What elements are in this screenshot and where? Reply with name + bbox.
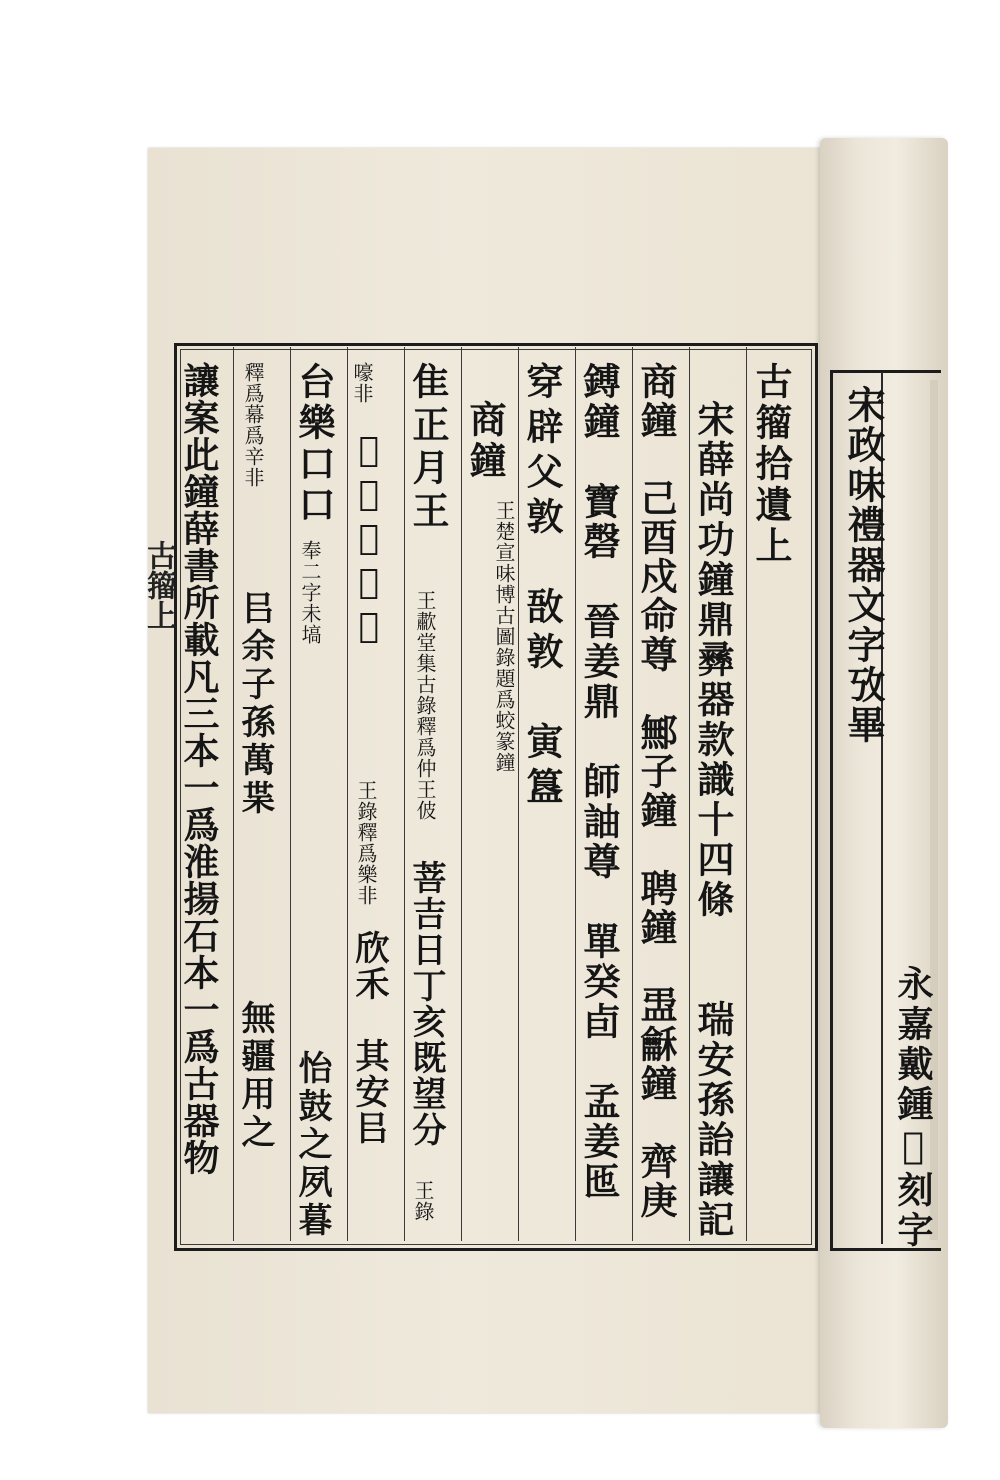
heading-column: 古籀拾遺上 — [749, 362, 793, 567]
annotation: 王錄釋爲樂非 — [354, 780, 378, 906]
text-column: 鎛鐘 寶磬 晉姜鼎 師䛆尊 單癸卣 孟姜匜 — [577, 362, 621, 1202]
text-column: 商鐘 己酉戍命尊 鄦子鐘 聘鐘 盄龢鐘 齊庚 — [634, 362, 678, 1220]
text-column: 隹正月王 — [406, 362, 450, 534]
column-rule — [290, 347, 291, 1241]
text-column: 菩吉日丁亥既望分 — [406, 860, 446, 1148]
colophon-engraver: 永嘉戴鍾𫆉刻字 — [892, 965, 934, 1251]
column-rule — [689, 347, 690, 1241]
fold-label: 古籀上 — [141, 540, 176, 630]
column-rule — [518, 347, 519, 1241]
column-rule — [632, 347, 633, 1241]
text-column: 𤊸乃吉金自 — [349, 430, 389, 650]
annotation: 王楚宣味博古圖錄題爲蛟篆鐘 — [492, 500, 516, 773]
text-column: 怡鼓之夙暮 — [292, 1050, 332, 1240]
text-column: 商鐘 — [463, 400, 507, 482]
column-rule — [347, 347, 348, 1241]
column-rule — [461, 347, 462, 1241]
text-column: 欣禾 其安㠯 — [349, 930, 389, 1146]
annotation: 釋爲幕爲辛非 — [241, 362, 265, 488]
column-rule — [746, 347, 747, 1241]
column-rule — [575, 347, 576, 1241]
text-column: 讓案此鐘薛書所載凡三本一爲淮揚石本一爲古器物 — [178, 362, 220, 1176]
text-column: 㠯余子孫萬枼 — [235, 590, 275, 818]
annotation: 奉二字未塙 — [298, 540, 322, 645]
column-rule — [233, 347, 234, 1241]
annotation: 王歗堂集古錄釋爲仲王佊 — [413, 590, 437, 821]
annotation: 王錄 — [411, 1180, 435, 1222]
text-column: 無疆用之 — [235, 1000, 275, 1152]
text-column: 穿辟父敦 敔敦 寅簋 — [520, 362, 564, 812]
colophon-title: 宋政味禮器文字攷畢 — [841, 385, 886, 745]
annotation: 嚎非 — [350, 362, 374, 404]
text-column: 宋薛尚功鐘鼎彞器款識十四條 瑞安孫詒讓記 — [691, 400, 735, 1240]
column-rule — [404, 347, 405, 1241]
text-column: 台樂口口 — [292, 362, 336, 526]
